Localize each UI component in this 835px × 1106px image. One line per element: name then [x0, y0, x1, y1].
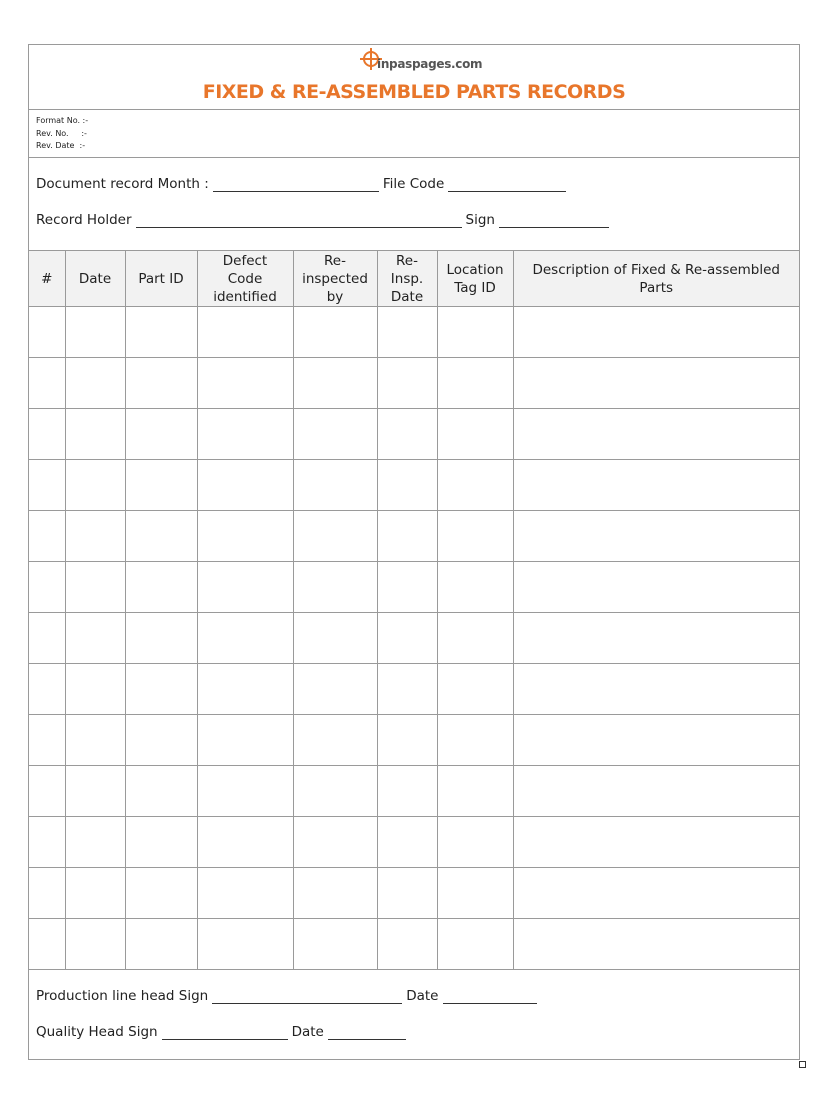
rev-no-label: Rev. No. [36, 128, 69, 138]
table-cell[interactable] [125, 511, 197, 562]
table-cell[interactable] [65, 460, 125, 511]
sign-field[interactable] [499, 213, 609, 228]
table-cell[interactable] [65, 511, 125, 562]
table-cell[interactable] [513, 664, 799, 715]
table-cell[interactable] [29, 715, 65, 766]
table-cell[interactable] [513, 919, 799, 970]
table-cell[interactable] [513, 766, 799, 817]
table-cell[interactable] [29, 307, 65, 358]
production-date-field[interactable] [443, 989, 537, 1004]
table-cell[interactable] [513, 817, 799, 868]
table-cell[interactable] [29, 460, 65, 511]
table-cell[interactable] [65, 817, 125, 868]
table-cell[interactable] [65, 868, 125, 919]
rev-no-row [36, 128, 799, 141]
table-cell[interactable] [125, 919, 197, 970]
table-cell[interactable] [29, 919, 65, 970]
table-cell[interactable] [513, 409, 799, 460]
page-title: FIXED & RE-ASSEMBLED PARTS RECORDS [202, 81, 626, 103]
table-cell[interactable] [377, 358, 437, 409]
table-cell[interactable] [29, 409, 65, 460]
table-cell[interactable] [197, 817, 293, 868]
table-row [29, 307, 799, 358]
table-cell[interactable] [437, 766, 513, 817]
table-cell[interactable] [65, 766, 125, 817]
table-row [29, 511, 799, 562]
table-cell[interactable] [377, 766, 437, 817]
table-cell[interactable] [125, 817, 197, 868]
rev-no-sep: :- [68, 128, 87, 138]
table-cell[interactable] [513, 460, 799, 511]
table-cell[interactable] [65, 664, 125, 715]
table-row [29, 868, 799, 919]
table-cell[interactable] [437, 562, 513, 613]
table-cell[interactable] [29, 613, 65, 664]
col-header-reinsp-date: Re-Insp. Date [377, 251, 437, 307]
table-cell[interactable] [437, 715, 513, 766]
table-cell[interactable] [197, 409, 293, 460]
table-row [29, 919, 799, 970]
table-cell[interactable] [437, 409, 513, 460]
table-cell[interactable] [125, 715, 197, 766]
table-cell[interactable] [197, 664, 293, 715]
table-row [29, 460, 799, 511]
table-cell[interactable] [197, 919, 293, 970]
col-header-part-id: Part ID [125, 251, 197, 307]
table-cell[interactable] [513, 868, 799, 919]
table-cell[interactable] [65, 715, 125, 766]
col-header-description: Description of Fixed & Re-assembled Parts [513, 251, 799, 307]
production-sign-field[interactable] [212, 989, 402, 1004]
table-cell[interactable] [293, 766, 377, 817]
form-sheet [28, 44, 800, 1060]
records-table [29, 251, 799, 970]
table-cell[interactable] [377, 460, 437, 511]
table-cell[interactable] [125, 868, 197, 919]
quality-sign-field[interactable] [162, 1025, 288, 1040]
table-row [29, 766, 799, 817]
signature-footer [29, 970, 799, 1060]
table-cell[interactable] [197, 766, 293, 817]
table-cell[interactable] [377, 562, 437, 613]
table-cell[interactable] [293, 817, 377, 868]
col-header-date: Date [65, 251, 125, 307]
table-cell[interactable] [29, 562, 65, 613]
table-cell[interactable] [293, 613, 377, 664]
table-cell[interactable] [125, 460, 197, 511]
table-row [29, 409, 799, 460]
table-cell[interactable] [293, 307, 377, 358]
table-row [29, 358, 799, 409]
sign-label: Sign [465, 212, 495, 228]
table-cell[interactable] [377, 613, 437, 664]
format-no-label: Format No. [36, 116, 81, 125]
format-info [29, 110, 799, 158]
table-cell[interactable] [293, 358, 377, 409]
table-cell[interactable] [293, 409, 377, 460]
table-cell[interactable] [377, 919, 437, 970]
table-cell[interactable] [125, 613, 197, 664]
table-cell[interactable] [437, 511, 513, 562]
table-cell[interactable] [65, 409, 125, 460]
table-cell[interactable] [197, 358, 293, 409]
file-code-label: File Code [382, 176, 445, 192]
table-cell[interactable] [65, 919, 125, 970]
table-cell[interactable] [197, 613, 293, 664]
col-header-defect-code: Defect Code identified [197, 251, 293, 307]
record-holder-label: Record Holder [36, 212, 132, 228]
col-header-number: # [29, 251, 65, 307]
table-cell[interactable] [437, 817, 513, 868]
col-header-location-tag: Location Tag ID [437, 251, 513, 307]
table-cell[interactable] [377, 409, 437, 460]
table-cell[interactable] [125, 307, 197, 358]
table-cell[interactable] [197, 307, 293, 358]
table-cell[interactable] [29, 511, 65, 562]
table-cell[interactable] [437, 613, 513, 664]
table-cell[interactable] [513, 715, 799, 766]
table-cell[interactable] [293, 460, 377, 511]
table-cell[interactable] [293, 868, 377, 919]
table-row [29, 562, 799, 613]
rev-date-sep: :- [74, 141, 86, 150]
table-cell[interactable] [125, 664, 197, 715]
logo-text: inpaspages.com [377, 57, 483, 71]
table-cell[interactable] [29, 358, 65, 409]
production-sign-line [36, 988, 541, 1004]
table-cell[interactable] [437, 460, 513, 511]
table-cell[interactable] [513, 358, 799, 409]
table-cell[interactable] [197, 511, 293, 562]
resize-handle[interactable] [799, 1061, 806, 1068]
quality-date-label: Date [291, 1024, 324, 1040]
table-cell[interactable] [125, 358, 197, 409]
table-cell[interactable] [65, 562, 125, 613]
table-cell[interactable] [437, 664, 513, 715]
table-cell[interactable] [377, 511, 437, 562]
table-cell[interactable] [125, 562, 197, 613]
table-cell[interactable] [437, 868, 513, 919]
table-cell[interactable] [377, 868, 437, 919]
table-cell[interactable] [65, 613, 125, 664]
table-header-row [29, 251, 799, 307]
month-field[interactable] [213, 177, 379, 192]
table-cell[interactable] [65, 307, 125, 358]
quality-date-field[interactable] [328, 1025, 406, 1040]
record-holder-field[interactable] [136, 213, 462, 228]
format-no-row [36, 115, 799, 128]
month-line [36, 176, 570, 192]
table-cell[interactable] [197, 868, 293, 919]
table-cell[interactable] [293, 562, 377, 613]
table-row [29, 664, 799, 715]
table-cell[interactable] [377, 307, 437, 358]
table-cell[interactable] [293, 511, 377, 562]
form-header [29, 45, 799, 110]
table-cell[interactable] [65, 358, 125, 409]
record-info [29, 158, 799, 251]
quality-sign-label: Quality Head Sign [36, 1024, 158, 1040]
table-cell[interactable] [29, 766, 65, 817]
table-cell[interactable] [437, 919, 513, 970]
table-cell[interactable] [513, 613, 799, 664]
month-label: Document record Month : [36, 176, 209, 192]
table-cell[interactable] [513, 511, 799, 562]
rev-date-label: Rev. Date [36, 141, 75, 150]
table-row [29, 613, 799, 664]
table-cell[interactable] [29, 664, 65, 715]
table-cell[interactable] [29, 868, 65, 919]
site-logo [359, 47, 482, 73]
table-cell[interactable] [125, 409, 197, 460]
table-cell[interactable] [377, 817, 437, 868]
table-cell[interactable] [437, 307, 513, 358]
table-cell[interactable] [377, 715, 437, 766]
table-cell[interactable] [513, 562, 799, 613]
table-cell[interactable] [377, 664, 437, 715]
quality-sign-line [36, 1024, 410, 1040]
table-cell[interactable] [197, 715, 293, 766]
table-cell[interactable] [125, 766, 197, 817]
table-row [29, 817, 799, 868]
holder-line [36, 212, 613, 228]
table-cell[interactable] [197, 562, 293, 613]
table-cell[interactable] [197, 460, 293, 511]
table-cell[interactable] [293, 664, 377, 715]
col-header-reinspected-by: Re-inspected by [293, 251, 377, 307]
table-cell[interactable] [293, 919, 377, 970]
table-row [29, 715, 799, 766]
production-date-label: Date [406, 988, 439, 1004]
format-no-sep: :- [80, 116, 89, 125]
rev-date-row [36, 140, 799, 153]
table-cell[interactable] [513, 307, 799, 358]
production-sign-label: Production line head Sign [36, 988, 209, 1004]
table-cell[interactable] [29, 817, 65, 868]
file-code-field[interactable] [448, 177, 566, 192]
table-cell[interactable] [437, 358, 513, 409]
table-cell[interactable] [293, 715, 377, 766]
